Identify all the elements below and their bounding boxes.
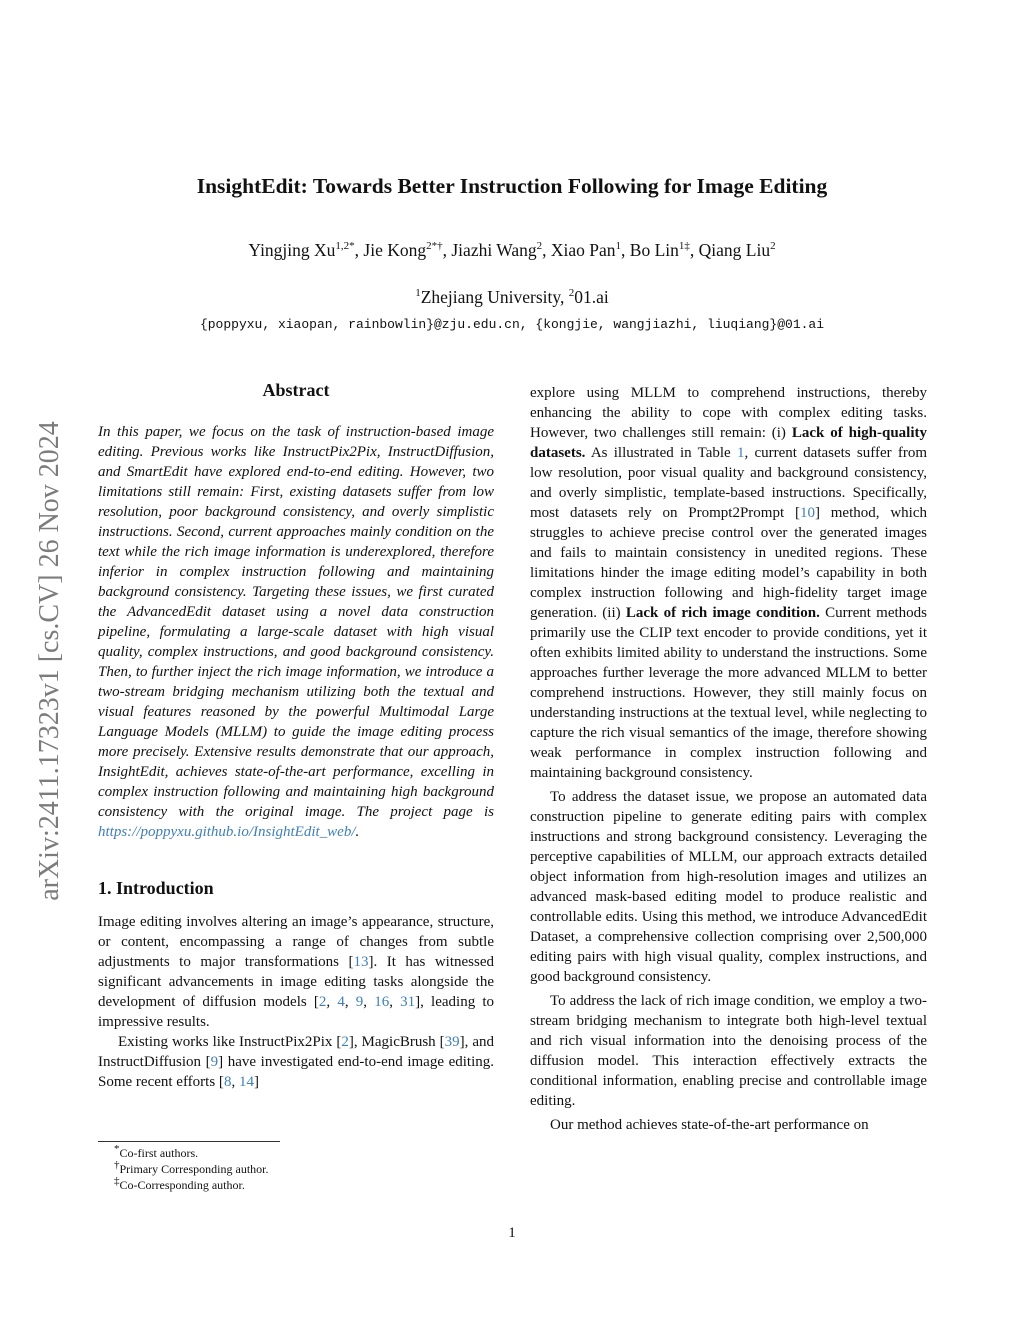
footnote-mark: ‡ <box>114 1175 120 1187</box>
text-run: ], leading to impressive results. <box>98 994 495 1030</box>
author-name: Jie Kong <box>363 240 427 260</box>
abstract-body: In this paper, we focus on the task of instruction-based image editing. Previous works like InstructPix2Pix, InstructDiffusion, and SmartEdit have explored end-to-end editing. However, two limitations still remain: First, existing datasets suffer from low resolution, poor background consistency, and overly simplistic instructions. Second, current approaches mainly condition on the text while the rich image information is underexplored, therefore inferior in complex instruction following and maintaining background consistency. Targeting these issues, we first curated the AdvancedEdit dataset using a novel data construction pipeline, formulating a large-scale dataset with high visual quality, complex instructions, and good background consistency. Then, to further inject the rich image information, we introduce a two-stream bridging mechanism utilizing both the textual and visual features reasoned by the powerful Multimodal Large Language Models (MLLM) to guide the image editing process more precisely. Extensive results demonstrate that our approach, InsightEdit, achieves state-of-the-art performance, excelling in complex instruction following and maintaining high background consistency with the original image. The project page is <box>98 424 494 820</box>
citation-link[interactable]: 16 <box>374 994 390 1010</box>
text-run: Image editing involves altering an image’s appearance, structure, or content, encompassing a range of changes from subtle adjustments to major transformations [ <box>98 914 494 970</box>
text-run: ] have investigated end-to-end image editing. Some recent efforts [ <box>98 1054 495 1090</box>
footnote-3 <box>114 1177 268 1193</box>
section-heading-introduction: 1. Introduction <box>98 878 214 898</box>
bold-phrase: Lack of high-quality datasets. <box>530 425 927 461</box>
footnote-divider <box>98 1141 280 1142</box>
arxiv-stamp: arXiv:2411.17323v1 [cs.CV] 26 Nov 2024 <box>34 421 65 901</box>
author-affil-mark: 2 <box>536 240 543 253</box>
right-column <box>530 383 927 1135</box>
right-paragraph-2: To address the dataset issue, we propose an automated data construction pipeline to generate editing pairs with complex instructions and strong background consistency. Leveraging the perceptive capabilities of MLLM, our approach extracts detailed object information from high-resolution images and utilizes an advanced mask-based editing model to produce realistic and controllable edits. Using this method, we introduce AdvancedEdit Dataset, a comprehensive collection comprising over 2,500,000 editing pairs with high visual quality, complex instructions, and good background consistency. <box>530 789 927 985</box>
author-list: Yingjing $Xu^{1,2*}$, Jie Kong$^{2*\dagger}$, Jiazhi Wang$^2$, Xiao Pan$^1$, Bo Lin$^{1\ddagger}$, Qiang Liu$^2$ <box>248 240 776 260</box>
affiliations <box>0 287 1024 308</box>
text-run: Current methods primarily use the CLIP text encoder to provide conditions, yet it often exhibits limited ability to understand the instructions. Some approaches further leverage the more advanced MLLM to better comprehend instructions. However, they still mainly focus on understanding instructions at the textual level, while neglecting to capture the rich visual semantics of the image, therefore showing weak performance in complex instruction following and maintaining background consistency. <box>530 605 927 781</box>
footnote-2 <box>114 1161 268 1177</box>
affil-mark: 1 <box>415 287 421 300</box>
project-page-link[interactable]: https://poppyxu.github.io/InsightEdit_web/ <box>98 824 356 840</box>
citation-link[interactable]: 31 <box>400 994 416 1010</box>
citation-link[interactable]: 2 <box>341 1034 349 1050</box>
bold-phrase: Lack of rich image condition. <box>625 605 820 621</box>
abstract-end: . <box>355 824 360 840</box>
text-run: ] method, which struggles to achieve precise control over the generated images and fails to maintain consistency in unedited regions. These limitations hinder the image editing model’s capability in both complex instruction following and high-fidelity target image generation. (ii) <box>530 505 927 621</box>
author-affil-mark: 1 <box>615 240 622 253</box>
author-name: Qiang Liu <box>698 240 771 260</box>
citation-link[interactable]: 8 <box>223 1074 232 1090</box>
citation-link[interactable]: 9 <box>355 994 364 1010</box>
citation-link[interactable]: 9 <box>210 1054 219 1070</box>
affiliation-1: Zhejiang University, <box>420 287 565 307</box>
citation-link[interactable]: 4 <box>337 994 345 1010</box>
author-name: Bo Lin <box>629 240 679 260</box>
author-name: Xiao Pan <box>550 240 616 260</box>
affil-mark: 2 <box>568 287 575 300</box>
intro-paragraph-2: Existing works like InstructPix2Pix [2], MagicBrush [39], and InstructDiffusion [9] have investigated end-to-end image editing. Some recent efforts [8, 14] <box>98 1034 495 1090</box>
author-affil-mark: 1,2* <box>335 240 355 253</box>
text-run: ] <box>253 1074 259 1090</box>
text-run: ], MagicBrush [ <box>348 1034 445 1050</box>
author-name: Yingjing Xu <box>248 240 336 260</box>
footnote-text: Primary Corresponding author. <box>119 1162 269 1176</box>
citation-link[interactable]: 2 <box>318 994 327 1010</box>
right-paragraph-4: Our method achieves state-of-the-art performance on <box>550 1117 869 1133</box>
right-paragraph-3: To address the lack of rich image condition, we employ a two-stream bridging mechanism to integrate both high-level textual and rich visual information into the denoising process of the diffusion model. This interaction effectively extracts the conditional information, enabling precise and controllable image editing. <box>530 993 927 1109</box>
citation-link[interactable]: 10 <box>799 505 815 521</box>
citation-link[interactable]: 39 <box>444 1034 460 1050</box>
author-name: Jiazhi Wang <box>451 240 537 260</box>
author-affil-mark: 2*† <box>426 240 443 253</box>
citation-link[interactable]: 13 <box>353 954 369 970</box>
paper-title: InsightEdit: Towards Better Instruction Following for Image Editing <box>196 174 828 198</box>
footnote-mark: † <box>114 1159 120 1171</box>
author-affil-mark: 2 <box>770 240 776 253</box>
text-run: , current datasets suffer from low resolution, poor visual quality and background consistency, and overly simplistic, template-based instructions. Specifically, most datasets rely on Prompt2Prompt [ <box>530 445 927 521</box>
footnote-text: Co-first authors. <box>119 1146 199 1160</box>
page-number: 1 <box>508 1225 516 1241</box>
footnote-text: Co-Corresponding author. <box>119 1178 245 1192</box>
table-ref-link[interactable]: 1 <box>736 445 745 461</box>
text-run: As illustrated in Table <box>585 445 737 461</box>
text-run: ]. It has witnessed significant advancements in image editing tasks alongside the development of diffusion models [ <box>98 954 495 1010</box>
author-emails: {poppyxu, xiaopan, rainbowlin}@zju.edu.cn, {kongjie, wangjiazhi, liuqiang}@01.ai <box>199 317 825 332</box>
right-paragraph-1 <box>530 383 927 783</box>
footnotes <box>114 1145 268 1193</box>
footnote-mark: * <box>114 1143 120 1155</box>
abstract-text <box>98 422 494 842</box>
text-run: ], and InstructDiffusion [ <box>98 1034 494 1070</box>
text-run: Existing works like InstructPix2Pix [ <box>118 1034 342 1050</box>
left-column <box>98 378 494 1092</box>
footnote-1 <box>114 1145 268 1161</box>
affiliation-2: 01.ai <box>574 287 609 307</box>
intro-paragraph-1: Image editing involves altering an image’s appearance, structure, or content, encompassing a range of changes from subtle adjustments to major transformations [13]. It has witnessed significant advancements in image editing tasks alongside the development of diffusion models [2, 4, 9, 16, 31], leading to impressive results. <box>98 914 495 1030</box>
author-affil-mark: 1‡ <box>678 240 690 253</box>
abstract-heading: Abstract <box>262 380 330 400</box>
citation-link[interactable]: 14 <box>238 1074 254 1090</box>
text-run: explore using MLLM to comprehend instructions, thereby enhancing the ability to cope with complex editing tasks. However, two challenges still remain: (i) <box>530 385 927 441</box>
